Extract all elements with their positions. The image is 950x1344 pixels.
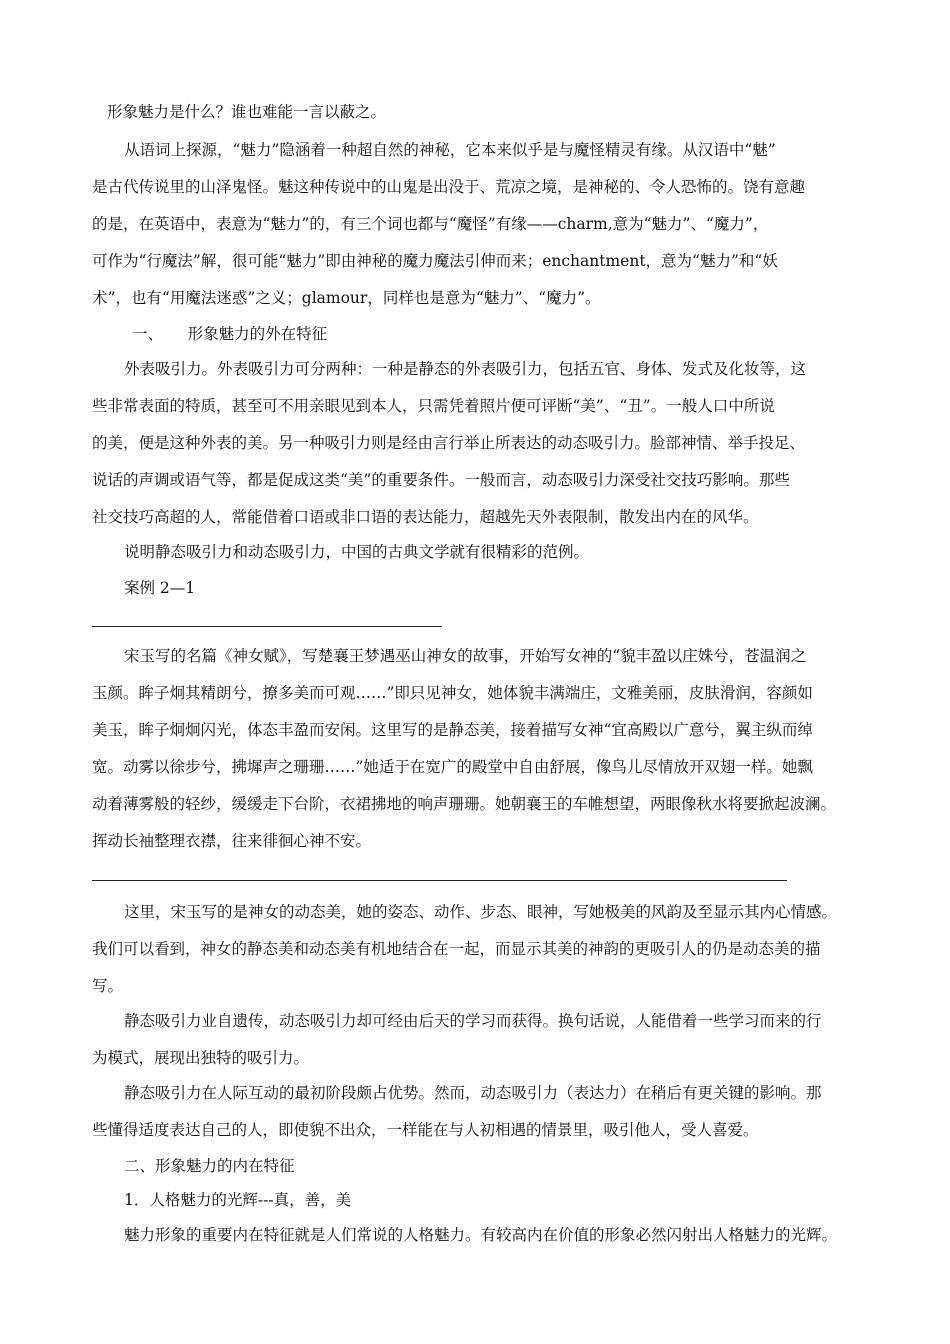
case-line: 宽。动雾以徐步兮，拂墀声之珊珊……”她适于在宽广的殿堂中自由舒展，像鸟儿尽情放开双翅一样。她飘 bbox=[92, 758, 813, 776]
case-line: 美玉，眸子炯炯闪光，体态丰盈而安闲。这里写的是静态美，接着描写女神“宜高殿以广意兮，翼主纵而绰 bbox=[92, 721, 813, 739]
case-label: 案例 2—1 bbox=[124, 579, 196, 597]
case-line: 玉颜。眸子炯其精朗兮，撩多美而可观……”即只见神女，她体貌丰满端庄，文雅美丽，皮肤滑润，容颜如 bbox=[92, 684, 813, 702]
paragraph-line: 说话的声调或语气等，都是促成这类“美”的重要条件。一般而言，动态吸引力深受社交技巧影响。那些 bbox=[92, 471, 790, 489]
subsection-heading: 1．人格魅力的光辉---真，善，美 bbox=[124, 1191, 352, 1209]
paragraph-line: 写。 bbox=[92, 977, 124, 995]
paragraph-line: 术”，也有“用魔法迷惑”之义；glamour，同样也是意为“魅力”、“魔力”。 bbox=[92, 289, 601, 307]
paragraph-line: 从语词上探源，“魅力”隐涵着一种超自然的神秘，它本来似乎是与魔怪精灵有缘。从汉语中“魅” bbox=[124, 141, 776, 159]
case-top-rule bbox=[92, 626, 442, 627]
paragraph-line: 这里，宋玉写的是神女的动态美，她的姿态、动作、步态、眼神，写她极美的风韵及至显示其内心情感。 bbox=[124, 903, 838, 921]
paragraph-line: 可作为“行魔法”解，很可能“魅力”即由神秘的魔力魔法引伸而来；enchantment，意为“魅力”和“妖 bbox=[92, 252, 778, 270]
section-heading-external: 一、 形象魅力的外在特征 bbox=[132, 325, 328, 343]
paragraph-line: 是古代传说里的山泽鬼怪。魅这种传说中的山鬼是出没于、荒凉之境，是神秘的、令人恐怖的。饶有意趣 bbox=[92, 178, 806, 196]
case-bottom-rule bbox=[92, 880, 787, 881]
paragraph-line: 说明静态吸引力和动态吸引力，中国的古典文学就有很精彩的范例。 bbox=[124, 543, 590, 561]
paragraph-line: 些懂得适度表达自己的人，即使貌不出众，一样能在与人初相遇的情景里，吸引他人，受人喜爱。 bbox=[92, 1121, 759, 1139]
paragraph-line: 的是，在英语中，表意为“魅力”的，有三个词也都与“魔怪”有缘——charm,意为“魅力”、“魔力”， bbox=[92, 215, 769, 233]
paragraph-line: 静态吸引力业自遗传，动态吸引力却可经由后天的学习而获得。换句话说，人能借着一些学习而来的行 bbox=[124, 1012, 822, 1030]
intro-question: 形象魅力是什么？谁也难能一言以蔽之。 bbox=[107, 103, 387, 121]
case-line: 动着薄雾般的轻纱，缓缓走下台阶，衣裙拂地的响声珊珊。她朝襄王的车帷想望，两眼像秋水将要掀起波澜。 bbox=[92, 795, 837, 813]
paragraph-line: 些非常表面的特质，甚至可不用亲眼见到本人，只需凭着照片便可评断“美”、“丑”。一般人口中所说 bbox=[92, 397, 775, 415]
case-line: 宋玉写的名篇《神女赋》，写楚襄王梦遇巫山神女的故事，开始写女神的“貌丰盈以庄姝兮，苍温润之 bbox=[124, 647, 807, 665]
paragraph-line: 社交技巧高超的人，常能借着口语或非口语的表达能力，超越先天外表限制，散发出内在的风华。 bbox=[92, 508, 759, 526]
section-heading-internal: 二、形象魅力的内在特征 bbox=[124, 1157, 295, 1175]
paragraph-line: 的美，便是这种外表的美。另一种吸引力则是经由言行举止所表达的动态吸引力。脸部神情、举手投足、 bbox=[92, 434, 806, 452]
paragraph-line: 为模式，展现出独特的吸引力。 bbox=[92, 1049, 310, 1067]
paragraph-line: 静态吸引力在人际互动的最初阶段颇占优势。然而，动态吸引力（表达力）在稍后有更关键的影响。那 bbox=[124, 1084, 822, 1102]
paragraph-line: 我们可以看到，神女的静态美和动态美有机地结合在一起，而显示其美的神韵的更吸引人的仍是动态美的描 bbox=[92, 940, 821, 958]
paragraph-line: 魅力形象的重要内在特征就是人们常说的人格魅力。有较高内在价值的形象必然闪射出人格魅力的光辉。 bbox=[124, 1226, 838, 1244]
paragraph-line: 外表吸引力。外表吸引力可分两种：一种是静态的外表吸引力，包括五官、身体、发式及化妆等，这 bbox=[124, 360, 807, 378]
case-line: 挥动长袖整理衣襟，往来徘徊心神不安。 bbox=[92, 832, 372, 850]
